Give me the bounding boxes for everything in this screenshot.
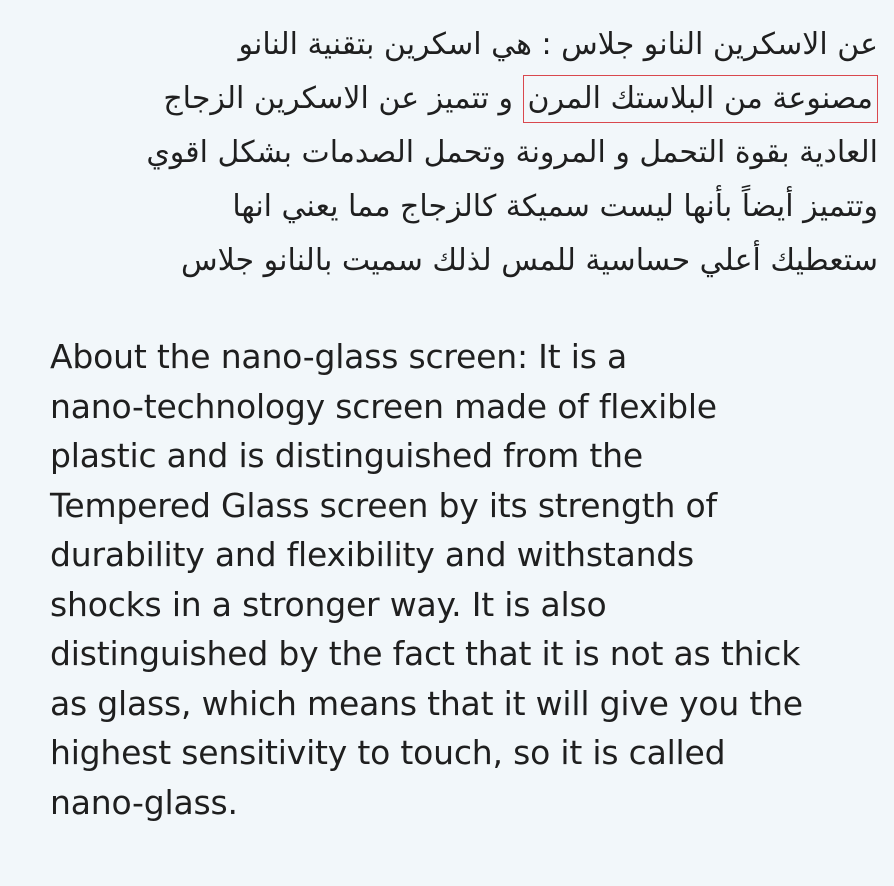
arabic-line-1: عن الاسكرين النانو جلاس : هي اسكرين بتقنية النانو — [238, 27, 878, 62]
arabic-line-5: ستعطيك أعلي حساسية للمس لذلك سميت بالنانو جلاس — [181, 243, 878, 278]
english-line: shocks in a stronger way. It is also — [50, 584, 607, 624]
arabic-line-2-rest: و تتميز عن الاسكرين الزجاج — [163, 81, 513, 116]
highlighted-phrase: مصنوعة من البلاستك المرن — [523, 75, 878, 123]
english-line: nano-glass. — [50, 782, 238, 822]
english-line: Tempered Glass screen by its strength of — [50, 485, 717, 525]
arabic-line-2 — [58, 72, 878, 126]
arabic-description — [58, 18, 878, 288]
english-description — [50, 332, 880, 827]
english-line: About the nano-glass screen: It is a — [50, 337, 628, 376]
arabic-line-4: وتتميز أيضاً بأنها ليست سميكة كالزجاج مما يعني انها — [232, 189, 878, 224]
english-line: nano-technology screen made of flexible — [50, 386, 717, 426]
english-line: highest sensitivity to touch, so it is called — [50, 733, 726, 772]
english-line: plastic and is distinguished from the — [50, 436, 643, 475]
english-line: durability and flexibility and withstands — [50, 535, 695, 574]
arabic-line-3: العادية بقوة التحمل و المرونة وتحمل الصدمات بشكل اقوي — [146, 135, 878, 170]
english-line: distinguished by the fact that it is not as thick — [50, 634, 801, 673]
english-line: as glass, which means that it will give you the — [50, 683, 803, 723]
